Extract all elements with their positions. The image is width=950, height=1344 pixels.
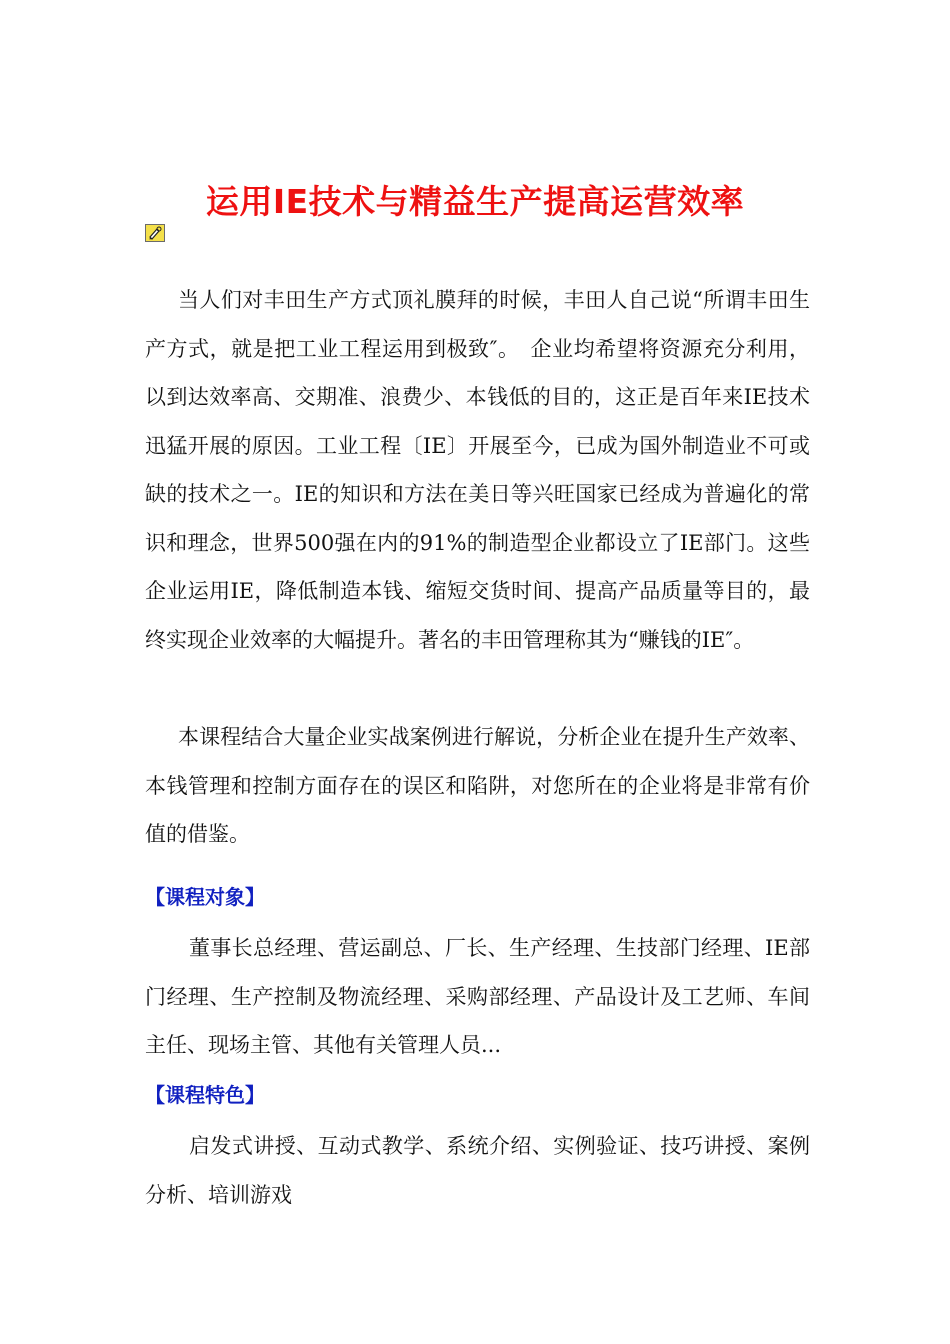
features-paragraph: 启发式讲授、互动式教学、系统介绍、实例验证、技巧讲授、案例分析、培训游戏 (145, 1134, 810, 1207)
intro-paragraph: 当人们对丰田生产方式顶礼膜拜的时候，丰田人自己说“所谓丰田生产方式，就是把工业工程运用到极致″。 企业均希望将资源充分利用，以到达效率高、交期准、浪费少、本钱低的目的，这正是百年来IE技术迅猛开展的原因。工业工程〔IE〕开展至今，已成为国外制造业不可或缺的技术之一。IE的知识和方法在美日等兴旺国家已经成为普遍化的常识和理念，世界500强在内的91%的制造型企业都设立了IE部门。这些企业运用IE，降低制造本钱、缩短交货时间、提高产品质量等目的，最终实现企业效率的大幅提升。著名的丰田管理称其为“赚钱的IE″。 (145, 288, 810, 652)
audience-paragraph: 董事长总经理、营运副总、厂长、生产经理、生技部门经理、IE部门经理、生产控制及物流经理、采购部经理、产品设计及工艺师、车间主任、现场主管、其他有关管理人员... (145, 936, 810, 1057)
embedded-object-icon[interactable] (145, 224, 165, 242)
section-heading-audience: 【课程对象】 (145, 885, 265, 909)
course-description-paragraph: 本课程结合大量企业实战案例进行解说，分析企业在提升生产效率、本钱管理和控制方面存在的误区和陷阱，对您所在的企业将是非常有价值的借鉴。 (145, 725, 810, 846)
pencil-icon (147, 225, 163, 241)
section-heading-features: 【课程特色】 (145, 1083, 265, 1107)
document-title: 运用IE技术与精益生产提高运营效率 (205, 182, 745, 221)
